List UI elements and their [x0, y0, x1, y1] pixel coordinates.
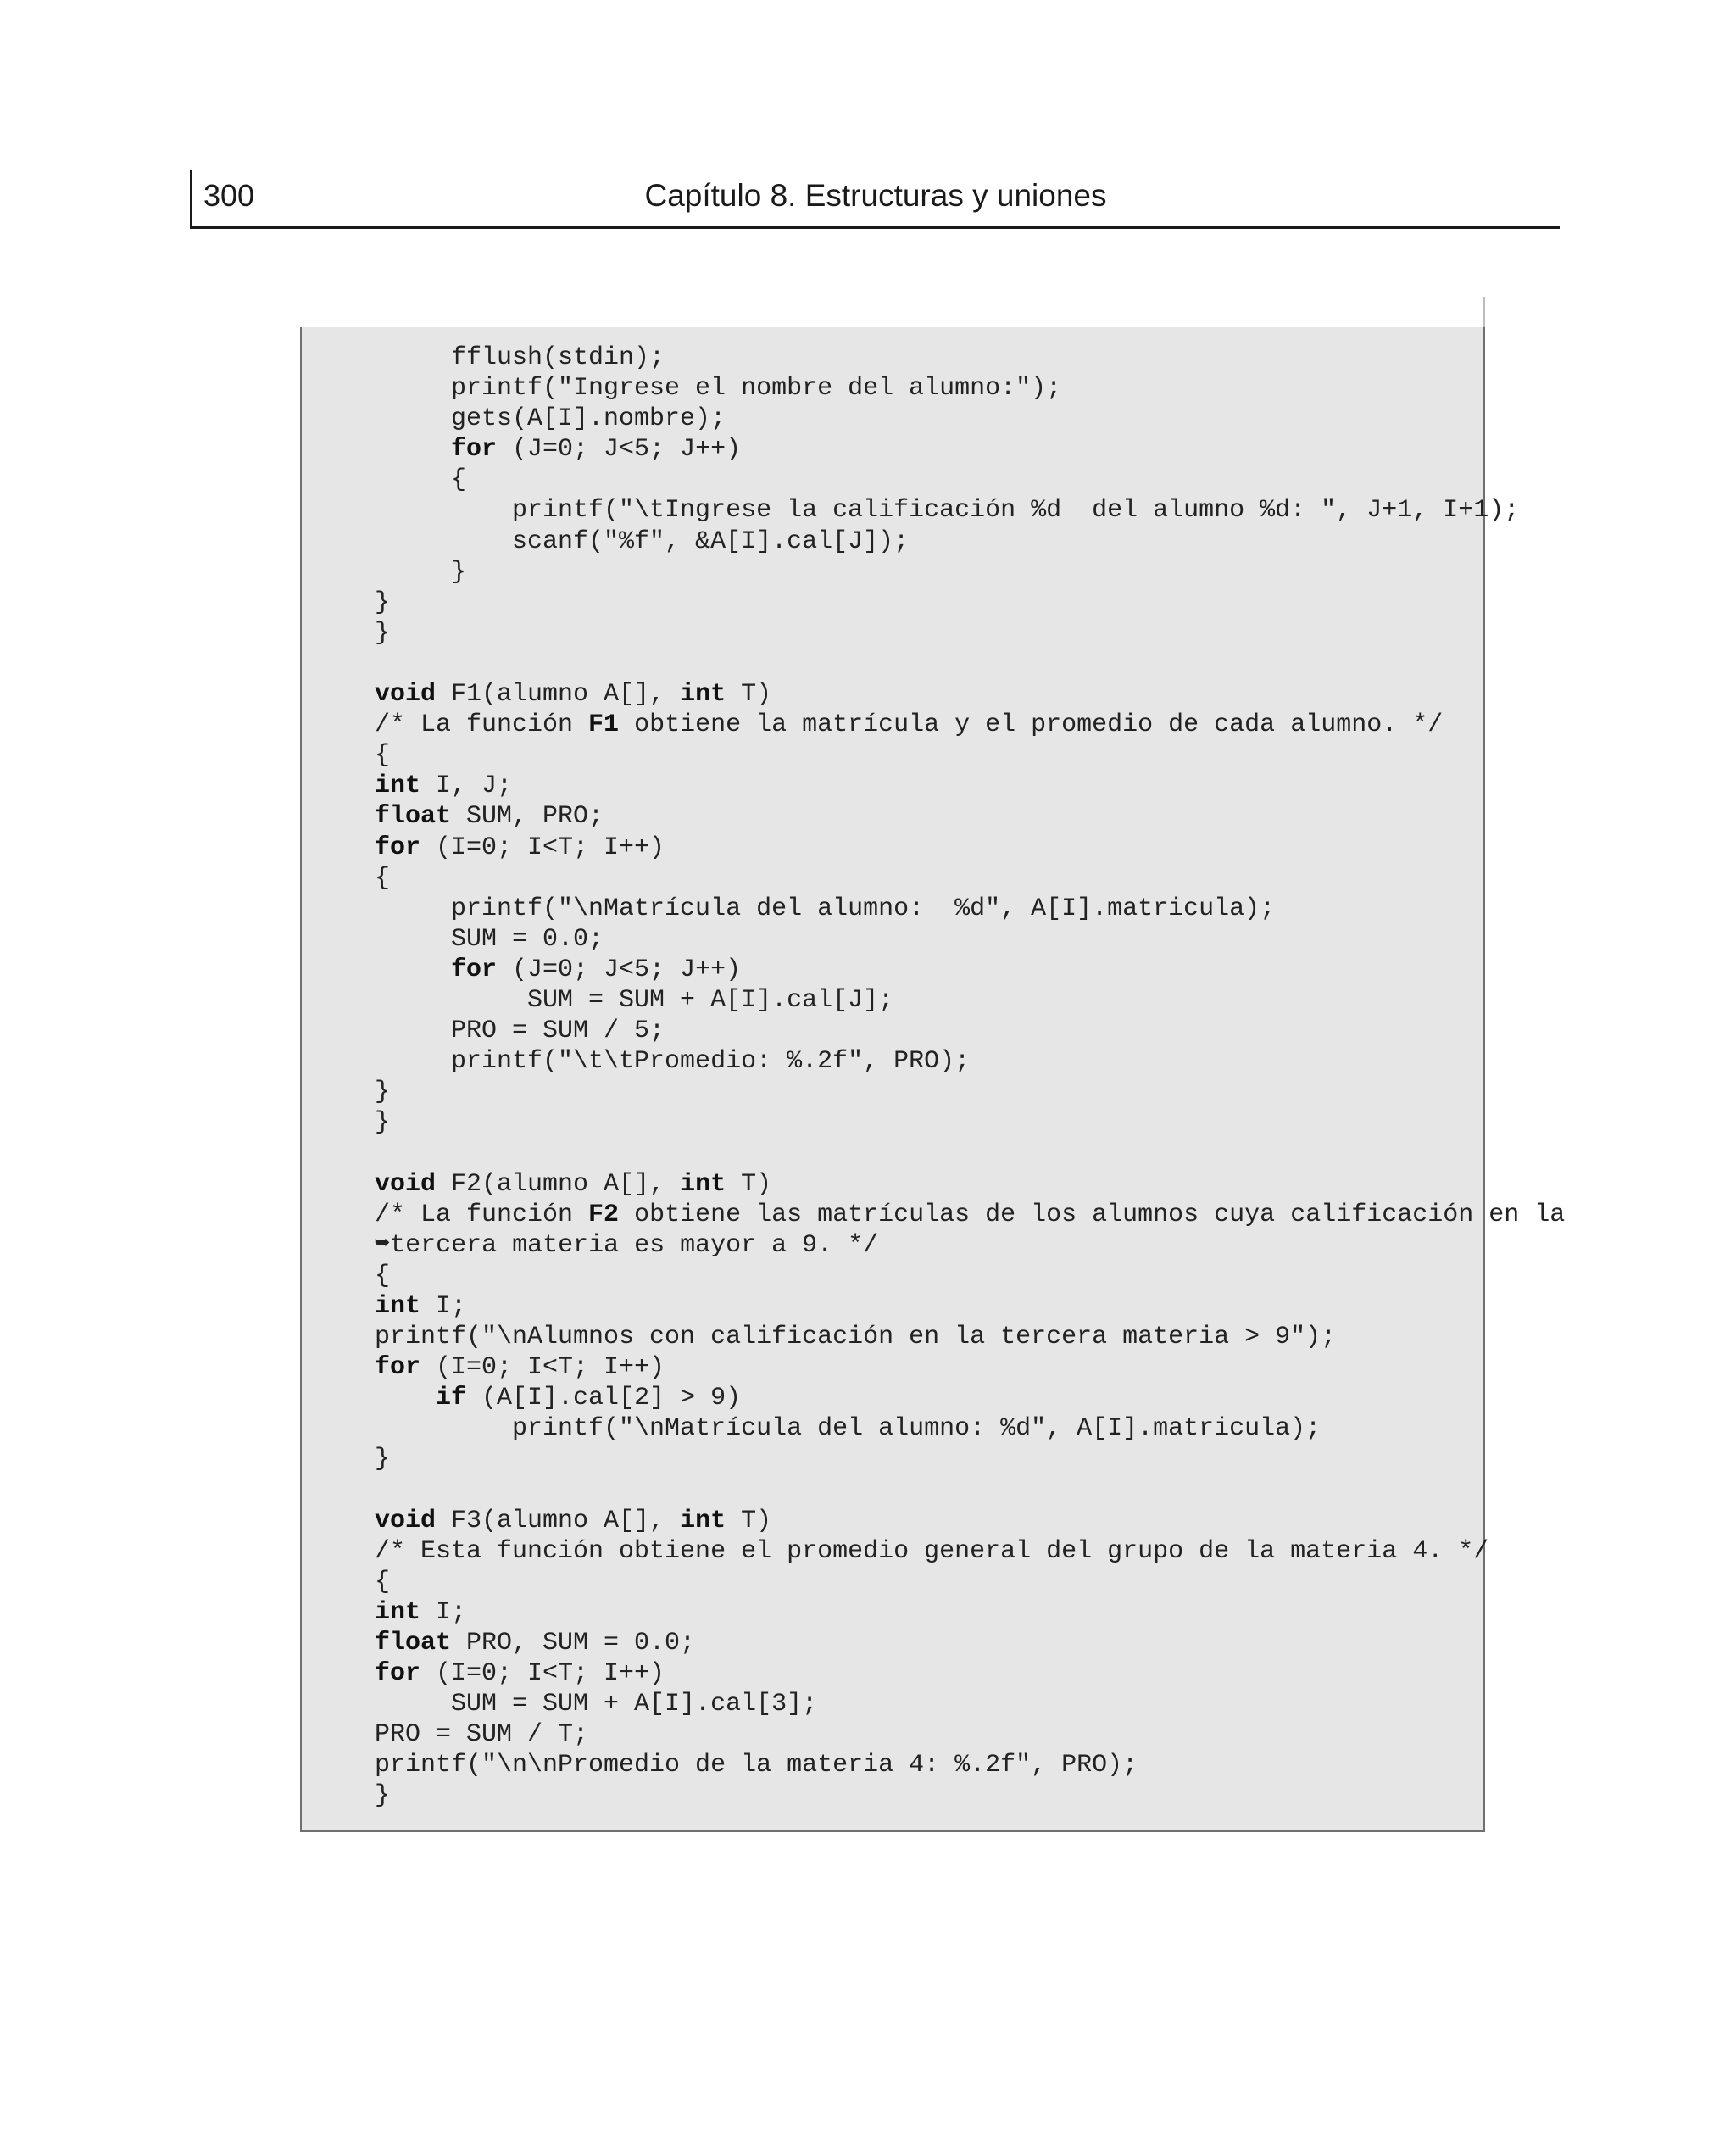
code-text: /* La función [375, 1200, 589, 1229]
code-line [375, 833, 1565, 863]
code-line [375, 1352, 1565, 1383]
code-line [375, 1750, 1565, 1780]
code-text: T) [726, 680, 772, 710]
code-text: (J=0; J<5; J++) [497, 955, 742, 984]
code-line [375, 495, 1565, 526]
code-keyword: int [375, 772, 421, 801]
code-text: SUM = SUM + A[I].cal[3]; [375, 1690, 818, 1719]
code-line [375, 649, 1565, 679]
code-line [375, 1536, 1565, 1567]
code-text [375, 955, 451, 984]
code-text: F2(alumno A[], [436, 1169, 681, 1199]
code-line [375, 1780, 1565, 1811]
code-keyword: for [451, 955, 498, 984]
code-line [375, 465, 1565, 495]
code-text: T) [726, 1506, 772, 1535]
code-line [375, 557, 1565, 588]
code-line [375, 1138, 1565, 1168]
code-keyword: void [375, 1506, 437, 1535]
code-line [375, 1322, 1565, 1352]
chapter-title: Capítulo 8. Estructuras y uniones [644, 178, 1107, 213]
code-keyword: int [680, 680, 726, 710]
code-text: } [375, 618, 391, 648]
code-keyword: for [375, 1353, 421, 1383]
code-text: } [375, 1108, 391, 1138]
code-line [375, 1383, 1565, 1413]
code-keyword: float [375, 802, 452, 832]
code-line [375, 1077, 1565, 1107]
code-keyword: for [375, 833, 421, 862]
code-text: } [375, 557, 467, 587]
code-keyword: F1 [588, 710, 620, 740]
code-line [375, 404, 1565, 434]
code-text: T) [726, 1169, 772, 1199]
code-text: (I=0; I<T; I++) [420, 1353, 665, 1383]
code-text: } [375, 588, 391, 617]
code-text: scanf("%f", &A[I].cal[J]); [375, 526, 910, 556]
page-number: 300 [203, 178, 255, 213]
code-line [375, 740, 1565, 771]
code-text: { [375, 1261, 391, 1290]
code-text: I; [420, 1291, 467, 1321]
code-box-corner-rule [1483, 297, 1485, 329]
code-line [375, 588, 1565, 618]
code-line [375, 801, 1565, 832]
code-text: SUM, PRO; [451, 802, 604, 832]
page-header [190, 170, 1560, 229]
code-text: } [375, 1781, 391, 1811]
code-line [375, 373, 1565, 404]
code-text: printf("\t\tPromedio: %.2f", PRO); [375, 1047, 971, 1077]
code-text: (J=0; J<5; J++) [497, 435, 742, 465]
code-keyword: void [375, 680, 437, 710]
code-line [375, 1291, 1565, 1322]
code-line [375, 1719, 1565, 1750]
code-text [375, 435, 451, 464]
code-text: { [375, 465, 467, 495]
code-keyword: float [375, 1628, 452, 1657]
code-text: F1(alumno A[], [436, 680, 681, 710]
code-line [375, 1597, 1565, 1628]
code-text: obtiene la matrícula y el promedio de cada alumno. */ [619, 710, 1444, 740]
code-line [375, 955, 1565, 985]
code-text: (A[I].cal[2] > 9) [466, 1384, 742, 1413]
code-text: SUM = 0.0; [375, 924, 604, 954]
code-text: printf("\nMatrícula del alumno: %d", A[I].matricula); [375, 894, 1276, 923]
code-line [375, 1658, 1565, 1689]
code-line [375, 1444, 1565, 1474]
code-line [375, 1230, 1565, 1261]
code-line [375, 1628, 1565, 1658]
code-text: obtiene las matrículas de los alumnos cuya calificación en la [619, 1200, 1566, 1229]
code-keyword: F2 [588, 1200, 620, 1229]
code-text: { [375, 741, 391, 771]
code-text: printf("\nAlumnos con calificación en la tercera materia > 9"); [375, 1323, 1337, 1351]
code-text: { [375, 1567, 391, 1596]
code-listing-box [300, 327, 1566, 1832]
code-text: I; [420, 1597, 467, 1627]
code-line [375, 1261, 1565, 1291]
code-keyword: if [436, 1384, 467, 1413]
code-text: (I=0; I<T; I++) [420, 833, 665, 862]
code-keyword: for [451, 435, 498, 465]
code-line [375, 434, 1565, 465]
code-text: /* Esta función obtiene el promedio general del grupo de la materia 4. */ [375, 1536, 1489, 1566]
code-line [375, 894, 1565, 924]
code-line [375, 1200, 1565, 1230]
code-text: printf("\tIngrese la calificación %d del alumno %d: ", J+1, I+1); [375, 496, 1520, 526]
code-line [375, 1474, 1565, 1505]
code-text: F3(alumno A[], [436, 1506, 681, 1535]
code-line [375, 1169, 1565, 1200]
code-text: printf("\n\nPromedio de la materia 4: %.2f", PRO); [375, 1751, 1138, 1780]
code-line [375, 1689, 1565, 1719]
code-line [375, 1046, 1565, 1077]
code-line [375, 863, 1565, 894]
code-line [375, 1413, 1565, 1444]
code-line [375, 924, 1565, 955]
code-text [375, 1384, 436, 1412]
code-keyword: int [375, 1597, 421, 1627]
code-keyword: int [375, 1291, 421, 1321]
code-text: printf("\nMatrícula del alumno: %d", A[I].matricula); [375, 1414, 1321, 1444]
code-line [375, 1107, 1565, 1138]
code-line [375, 1016, 1565, 1046]
code-keyword: int [680, 1169, 726, 1199]
code-text: { [375, 863, 391, 893]
code-text: gets(A[I].nombre); [375, 404, 726, 434]
code-text: PRO, SUM = 0.0; [451, 1628, 696, 1657]
code-line [375, 526, 1565, 557]
code-text: PRO = SUM / T; [375, 1720, 589, 1750]
code-text: /* La función [375, 710, 589, 740]
code-line [375, 1506, 1565, 1536]
code-line [375, 985, 1565, 1016]
code-text: (I=0; I<T; I++) [420, 1659, 665, 1689]
code-keyword: for [375, 1659, 421, 1689]
code-text: I, J; [420, 772, 513, 801]
code-line [375, 1567, 1565, 1597]
code-text: fflush(stdin); [375, 343, 665, 372]
code-keyword: void [375, 1169, 437, 1199]
code-text: PRO = SUM / 5; [375, 1017, 665, 1046]
code-line [375, 710, 1565, 740]
code-text: } [375, 1445, 391, 1474]
code-text: printf("Ingrese el nombre del alumno:"); [375, 374, 1062, 404]
code-text: ➥tercera materia es mayor a 9. */ [375, 1230, 879, 1260]
code-text: SUM = SUM + A[I].cal[J]; [375, 985, 894, 1015]
code-line [375, 679, 1565, 710]
code-text: } [375, 1078, 391, 1107]
code-keyword: int [680, 1506, 726, 1535]
code-line [375, 618, 1565, 649]
code-listing [375, 343, 1565, 1812]
code-line [375, 343, 1565, 373]
code-line [375, 771, 1565, 801]
